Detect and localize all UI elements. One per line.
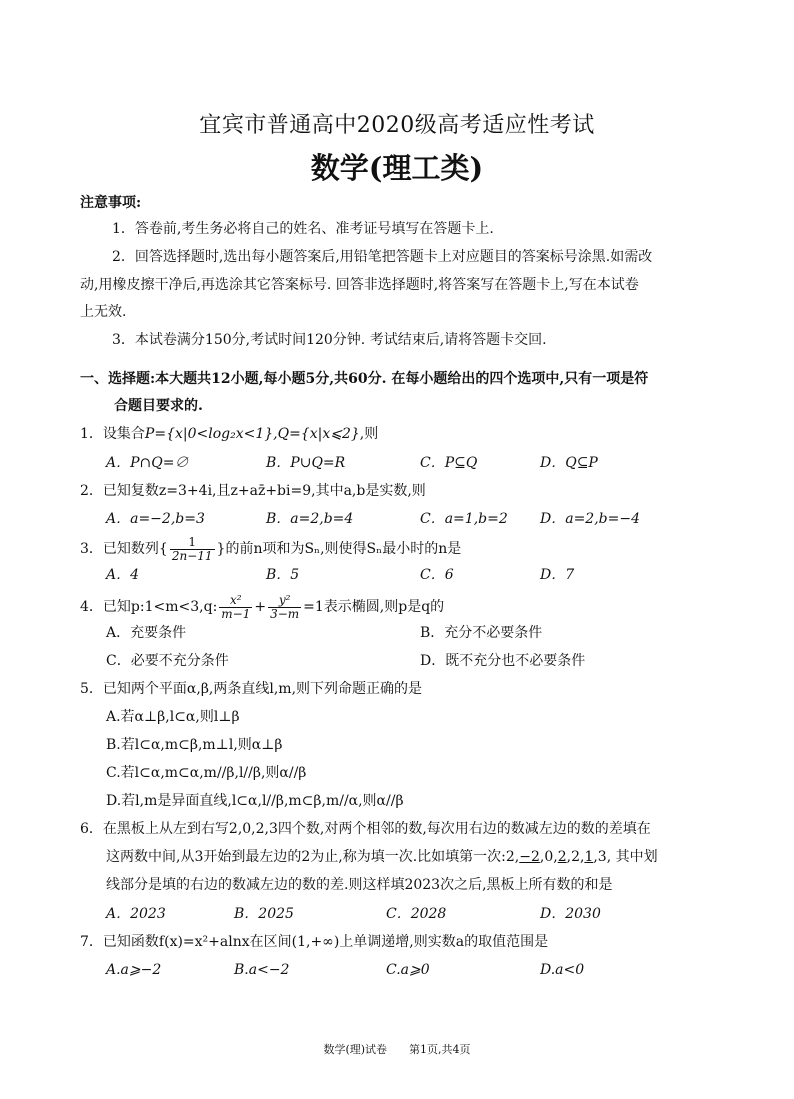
- q3-number: 3．: [80, 541, 103, 557]
- q4-option-b[interactable]: B．充分不必要条件: [420, 625, 543, 641]
- q6-underline-2: 2: [557, 849, 567, 865]
- question-6-line1: [80, 819, 651, 839]
- notice-heading: 注意事项:: [80, 195, 142, 211]
- q7-stem: 已知函数f(x)=x²+alnx在区间(1,+∞)上单调递增,则实数a的取值范围是: [102, 934, 549, 950]
- q4-fraction-y: [268, 594, 301, 621]
- q2-option-c[interactable]: C．a=1,b=2: [420, 511, 508, 527]
- q5-option-a[interactable]: A.若α⊥β,l⊂α,则l⊥β: [106, 709, 240, 725]
- q3-stem-a: 已知数列{: [102, 541, 168, 557]
- q3-option-c[interactable]: C．6: [420, 567, 454, 583]
- q5-stem: 已知两个平面α,β,两条直线l,m,则下列命题正确的是: [102, 681, 423, 697]
- q3-frac-den: 2n−11: [171, 548, 213, 563]
- q3-option-b[interactable]: B．5: [266, 567, 300, 583]
- q6-text-2b: ,0,: [539, 849, 558, 865]
- q7-option-d[interactable]: D.a<0: [540, 962, 585, 978]
- q5-option-c[interactable]: C.若l⊂α,m⊂α,m//β,l//β,则α//β: [106, 765, 307, 781]
- q6-text-2d: ,3, 其中划: [593, 849, 658, 865]
- q6-option-d[interactable]: D．2030: [540, 906, 601, 922]
- exam-subject: 数学(理工类): [310, 151, 484, 185]
- q7-option-b[interactable]: B.a<−2: [234, 962, 290, 978]
- q4-number: 4．: [80, 599, 103, 615]
- q4-f1-num: x²: [219, 594, 252, 608]
- q6-option-a[interactable]: A．2023: [106, 906, 166, 922]
- q2-option-a[interactable]: A．a=−2,b=3: [106, 511, 205, 527]
- notice-item-2a: 2．回答选择题时,选出每小题答案后,用铅笔把答题卡上对应题目的答案标号涂黑.如需改: [112, 249, 653, 265]
- q4-stem-b: =1表示椭圆,则p是q的: [303, 599, 445, 615]
- q1-option-c[interactable]: C．P⊆Q: [420, 455, 478, 471]
- q4-f1-den: m−1: [221, 606, 251, 621]
- q3-frac-num: 1: [170, 536, 215, 550]
- q1-option-b[interactable]: B．P∪Q=R: [266, 455, 346, 471]
- q1-sets: P={x|0<log₂x<1},Q={x|x⩽2}: [144, 426, 360, 442]
- q7-option-a[interactable]: A.a⩾−2: [106, 962, 162, 978]
- q6-underline-3: 1: [584, 849, 594, 865]
- notice-item-3: 3．本试卷满分150分,考试时间120分钟. 考试结束后,请将答题卡交回.: [112, 332, 547, 348]
- exam-title: 宜宾市普通高中2020级高考适应性考试: [199, 113, 595, 138]
- q4-stem-a: 已知p:1<m<3,q:: [102, 599, 218, 615]
- q1-stem-a: 设集合: [102, 426, 145, 442]
- q6-text-2a: 这两数中间,从3开始到最左边的2为止,称为填一次.比如填第一次:2,: [106, 849, 520, 865]
- q1-option-a[interactable]: A．P∩Q=∅: [106, 455, 189, 471]
- notice-item-1: 1．答卷前,考生务必将自己的姓名、准考证号填写在答题卡上.: [112, 221, 494, 237]
- question-5: [80, 679, 422, 699]
- q6-option-b[interactable]: B．2025: [234, 906, 294, 922]
- q6-option-c[interactable]: C．2028: [386, 906, 447, 922]
- question-4: [80, 592, 444, 622]
- q3-option-a[interactable]: A．4: [106, 567, 140, 583]
- section-heading: 一、选择题:本大题共12小题,每小题5分,共60分. 在每小题给出的四个选项中,只有一项是符: [80, 371, 649, 387]
- question-7: [80, 932, 548, 952]
- q3-fraction: [170, 536, 215, 563]
- q3-stem-b: }的前n项和为Sₙ,则使得Sₙ最小时的n是: [216, 541, 462, 557]
- question-1: [80, 424, 378, 444]
- q5-number: 5．: [80, 681, 103, 697]
- q1-option-d[interactable]: D．Q⊆P: [540, 455, 598, 471]
- q7-number: 7．: [80, 934, 103, 950]
- q5-option-d[interactable]: D.若l,m是异面直线,l⊂α,l//β,m⊂β,m//α,则α//β: [106, 793, 404, 809]
- notice-item-2c: 上无效.: [80, 304, 127, 320]
- q4-option-a[interactable]: A．充要条件: [106, 625, 187, 641]
- q2-number: 2．: [80, 483, 103, 499]
- q4-f2-den: 3−m: [270, 606, 300, 621]
- q5-option-b[interactable]: B.若l⊂α,m⊂β,m⊥l,则α⊥β: [106, 737, 283, 753]
- q2-option-b[interactable]: B．a=2,b=4: [266, 511, 354, 527]
- question-6-line2: [106, 847, 658, 867]
- q4-option-c[interactable]: C．必要不充分条件: [106, 653, 229, 669]
- q2-stem: 已知复数z=3+4i,且z+az̄+bi=9,其中a,b是实数,则: [102, 483, 426, 499]
- q3-option-d[interactable]: D．7: [540, 567, 575, 583]
- q7-option-c[interactable]: C.a⩾0: [386, 962, 430, 978]
- section-heading-cont: 合题目要求的.: [114, 398, 203, 414]
- q4-option-d[interactable]: D．既不充分也不必要条件: [420, 653, 586, 669]
- q1-stem-b: ,则: [359, 426, 379, 442]
- page-footer: 数学(理)试卷 第1页,共4页: [323, 1043, 471, 1056]
- q4-plus: +: [254, 599, 267, 615]
- q6-text-1: 在黑板上从左到右写2,0,2,3四个数,对两个相邻的数,每次用右边的数减左边的数的差填在: [102, 821, 651, 837]
- question-2: [80, 481, 426, 501]
- q2-option-d[interactable]: D．a=2,b=−4: [540, 511, 640, 527]
- question-6-line3: 线部分是填的右边的数减左边的数的差.则这样填2023次之后,黑板上所有数的和是: [106, 877, 613, 893]
- question-3: [80, 534, 461, 564]
- q6-underline-1: −2: [519, 849, 540, 865]
- q4-fraction-x: [219, 594, 252, 621]
- q6-text-2c: ,2,: [566, 849, 585, 865]
- q6-number: 6．: [80, 821, 103, 837]
- q1-number: 1．: [80, 426, 103, 442]
- notice-item-2b: 动,用橡皮擦干净后,再选涂其它答案标号. 回答非选择题时,将答案写在答题卡上,写在本试卷: [80, 277, 639, 293]
- q4-f2-num: y²: [268, 594, 301, 608]
